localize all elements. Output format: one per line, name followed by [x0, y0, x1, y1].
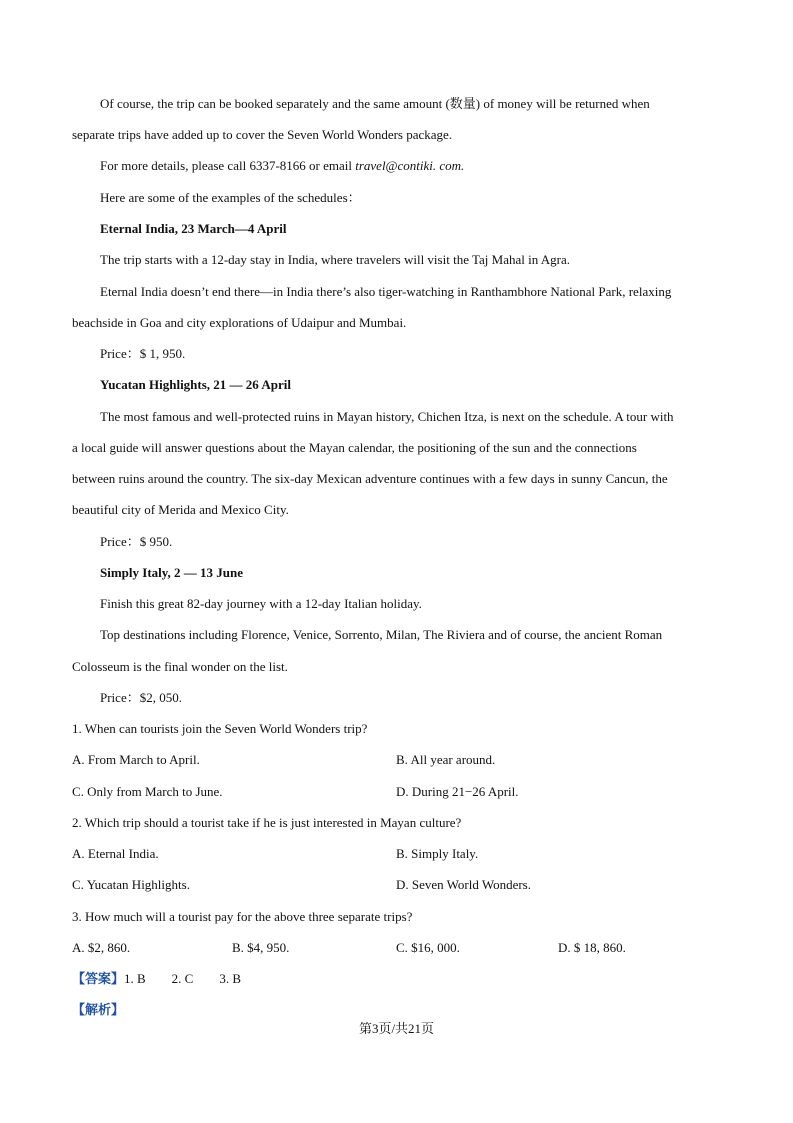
answer-key [72, 971, 241, 987]
option-a: A. Eternal India. [72, 846, 159, 861]
contact-text: For more details, please call 6337-8166 or email [100, 158, 352, 173]
paragraph-line: separate trips have added up to cover the Seven World Wonders package. [72, 127, 453, 142]
option-b: B. $4, 950. [232, 940, 290, 955]
paragraph-line: a local guide will answer questions about the Mayan calendar, the positioning of the sun and the connections [72, 440, 637, 455]
contact-line [100, 158, 464, 174]
option-b: B. All year around. [396, 752, 496, 767]
price-india: Price：$ 1, 950. [100, 346, 186, 361]
paragraph-line: The trip starts with a 12-day stay in India, where travelers will visit the Taj Mahal in Agra. [100, 252, 570, 267]
section-heading-italy: Simply Italy, 2 — 13 June [100, 565, 244, 580]
answer-values: 1. B 2. C 3. B [124, 971, 242, 986]
option-d: D. $ 18, 860. [558, 940, 626, 955]
option-b: B. Simply Italy. [396, 846, 479, 861]
price-italy: Price：$2, 050. [100, 690, 182, 705]
paragraph-line: Of course, the trip can be booked separately and the same amount (数量) of money will be returned when [100, 96, 650, 111]
paragraph-line: beautiful city of Merida and Mexico City. [72, 502, 289, 517]
option-d: D. During 21−26 April. [396, 784, 519, 799]
paragraph-line: beachside in Goa and city explorations of Udaipur and Mumbai. [72, 315, 407, 330]
price-yucatan: Price：$ 950. [100, 534, 173, 549]
question-stem: 3. How much will a tourist pay for the above three separate trips? [72, 909, 413, 924]
option-a: A. From March to April. [72, 752, 200, 767]
option-c: C. Only from March to June. [72, 784, 223, 799]
paragraph-line: Colosseum is the final wonder on the list. [72, 659, 288, 674]
paragraph-line: The most famous and well-protected ruins in Mayan history, Chichen Itza, is next on the schedule. A tour with [100, 409, 674, 424]
option-c: C. Yucatan Highlights. [72, 877, 190, 892]
examples-intro: Here are some of the examples of the schedules： [100, 190, 361, 205]
paragraph-line: Top destinations including Florence, Venice, Sorrento, Milan, The Riviera and of course, the ancient Roman [100, 627, 663, 642]
option-d: D. Seven World Wonders. [396, 877, 531, 892]
paragraph-line: Eternal India doesn’t end there—in India there’s also tiger-watching in Ranthambhore National Park, relaxing [100, 284, 672, 299]
answer-label: 【答案】 [72, 971, 125, 986]
option-a: A. $2, 860. [72, 940, 131, 955]
contact-email: travel@contiki. com. [355, 158, 465, 173]
paragraph-line: Finish this great 82-day journey with a 12-day Italian holiday. [100, 596, 422, 611]
section-heading-yucatan: Yucatan Highlights, 21 — 26 April [100, 377, 291, 392]
section-heading-india: Eternal India, 23 March—4 April [100, 221, 287, 236]
question-stem: 2. Which trip should a tourist take if he is just interested in Mayan culture? [72, 815, 462, 830]
question-stem: 1. When can tourists join the Seven World Wonders trip? [72, 721, 368, 736]
option-c: C. $16, 000. [396, 940, 460, 955]
analysis-label: 【解析】 [72, 1002, 125, 1017]
page-footer: 第3页/共21页 [358, 1021, 435, 1036]
paragraph-line: between ruins around the country. The six-day Mexican adventure continues with a few days in sunny Cancun, the [72, 471, 668, 486]
